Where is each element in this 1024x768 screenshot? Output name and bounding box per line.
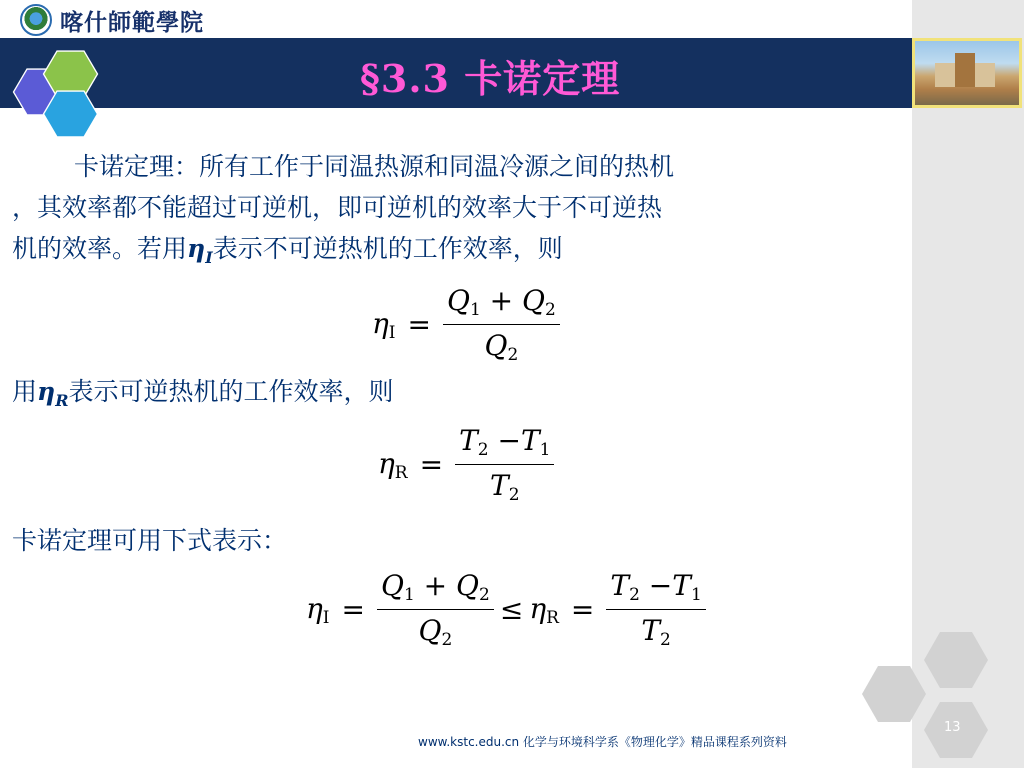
footer-text: www.kstc.edu.cn 化学与环境科学系《物理化学》精品课程系列资料 [418,735,787,749]
eta-i-symbol: $\eta_I$ [187,234,213,267]
hexagon-decoration-top [0,38,130,148]
formula-carnot-inequality: $\eta_I$ = $\frac{Q_1 + Q_2}{Q_2}$ ≤ $\eta_R$ = $\frac{T_2 -T_1}{T_2}$ [306,569,706,650]
eta-r-intro: 用$\eta_R$表示可逆热机的工作效率，则 [12,377,394,410]
school-logo-icon [20,4,52,36]
slide-title: §3.3 卡诺定理 [360,56,621,101]
formula-eta-r: $\eta_R$ = $\frac{T_2 -T_1}{T_2}$ [378,424,554,505]
eta-r-symbol: $\eta_R$ [37,377,69,410]
formula-eta-i: $\eta_I$ = $\frac{Q_1 + Q_2}{Q_2}$ [372,284,560,365]
carnot-expression-intro: 卡诺定理可用下式表示： [12,526,288,555]
hexagon-decoration-bottom [860,630,1024,768]
header-top [0,0,912,38]
theorem-paragraph [12,146,904,278]
para-line-3: 机的效率。若用$\eta_I$表示不可逆热机的工作效率，则 [12,234,563,267]
para-line-2: ，其效率都不能超过可逆机，即可逆机的效率大于不可逆热 [12,193,663,222]
campus-gate-photo [912,38,1022,108]
hex-gray-icon-1 [924,632,988,688]
school-name: 喀什師範學院 [60,9,204,36]
hex-gray-icon-2 [862,666,926,722]
page-number: 13 [944,720,961,735]
para-line-1: 卡诺定理：所有工作于同温热源和同温冷源之间的热机 [74,152,675,181]
